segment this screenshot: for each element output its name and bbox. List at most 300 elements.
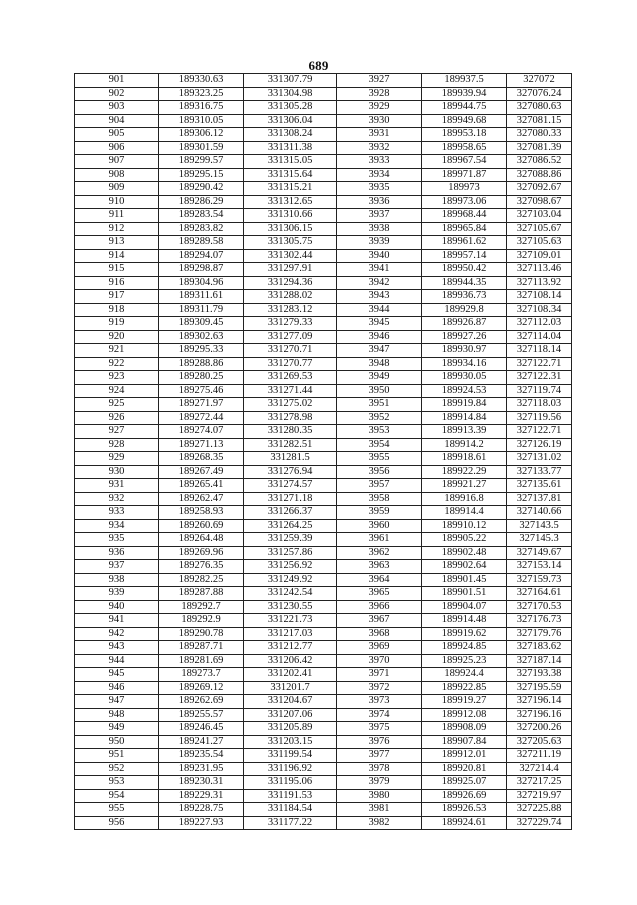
cell-x1: 189310.05: [159, 114, 244, 128]
table-row: [75, 276, 572, 290]
cell-y1: 331282.51: [244, 438, 337, 452]
cell-id1: 924: [75, 384, 159, 398]
table-row: [75, 384, 572, 398]
cell-id1: 903: [75, 101, 159, 115]
cell-id1: 926: [75, 411, 159, 425]
cell-y2: 327112.03: [507, 317, 572, 331]
cell-x2: 189914.48: [422, 614, 507, 628]
cell-y2: 327080.33: [507, 128, 572, 142]
coordinates-table-body: [75, 74, 572, 830]
cell-id2: 3941: [337, 263, 422, 277]
cell-id1: 953: [75, 776, 159, 790]
cell-id1: 932: [75, 492, 159, 506]
table-row: [75, 411, 572, 425]
cell-x1: 189301.59: [159, 141, 244, 155]
cell-y2: 327114.04: [507, 330, 572, 344]
cell-y2: 327153.14: [507, 560, 572, 574]
cell-id2: 3978: [337, 762, 422, 776]
cell-y2: 327149.67: [507, 546, 572, 560]
table-row: [75, 128, 572, 142]
cell-y1: 331306.15: [244, 222, 337, 236]
cell-x1: 189311.61: [159, 290, 244, 304]
table-row: [75, 74, 572, 88]
table-row: [75, 762, 572, 776]
cell-x1: 189268.35: [159, 452, 244, 466]
cell-y2: 327217.25: [507, 776, 572, 790]
cell-x1: 189289.58: [159, 236, 244, 250]
cell-y2: 327159.73: [507, 573, 572, 587]
cell-id2: 3975: [337, 722, 422, 736]
cell-y1: 331281.5: [244, 452, 337, 466]
cell-id1: 946: [75, 681, 159, 695]
cell-y2: 327225.88: [507, 803, 572, 817]
cell-x2: 189924.85: [422, 641, 507, 655]
cell-x1: 189280.25: [159, 371, 244, 385]
cell-y2: 327196.14: [507, 695, 572, 709]
table-row: [75, 236, 572, 250]
cell-y1: 331308.24: [244, 128, 337, 142]
cell-x2: 189925.07: [422, 776, 507, 790]
cell-y2: 327122.71: [507, 425, 572, 439]
table-row: [75, 425, 572, 439]
cell-y2: 327122.31: [507, 371, 572, 385]
cell-y2: 327229.74: [507, 816, 572, 830]
table-row: [75, 560, 572, 574]
cell-y1: 331217.03: [244, 627, 337, 641]
cell-x2: 189905.22: [422, 533, 507, 547]
cell-id2: 3976: [337, 735, 422, 749]
cell-x1: 189292.9: [159, 614, 244, 628]
cell-x1: 189262.47: [159, 492, 244, 506]
cell-x1: 189276.35: [159, 560, 244, 574]
cell-y1: 331205.89: [244, 722, 337, 736]
cell-y1: 331249.92: [244, 573, 337, 587]
cell-x1: 189309.45: [159, 317, 244, 331]
table-row: [75, 816, 572, 830]
cell-y1: 331207.06: [244, 708, 337, 722]
cell-x2: 189901.51: [422, 587, 507, 601]
cell-y1: 331304.98: [244, 87, 337, 101]
cell-x1: 189230.31: [159, 776, 244, 790]
cell-x1: 189298.87: [159, 263, 244, 277]
cell-y1: 331306.04: [244, 114, 337, 128]
cell-id2: 3945: [337, 317, 422, 331]
cell-id2: 3928: [337, 87, 422, 101]
cell-y2: 327088.86: [507, 168, 572, 182]
table-row: [75, 101, 572, 115]
cell-x2: 189968.44: [422, 209, 507, 223]
cell-y2: 327219.97: [507, 789, 572, 803]
cell-x2: 189927.26: [422, 330, 507, 344]
cell-id1: 944: [75, 654, 159, 668]
cell-y1: 331264.25: [244, 519, 337, 533]
cell-x1: 189271.97: [159, 398, 244, 412]
cell-id2: 3960: [337, 519, 422, 533]
cell-id2: 3937: [337, 209, 422, 223]
cell-id1: 927: [75, 425, 159, 439]
cell-y1: 331221.73: [244, 614, 337, 628]
cell-y1: 331203.15: [244, 735, 337, 749]
cell-id1: 940: [75, 600, 159, 614]
cell-y1: 331302.44: [244, 249, 337, 263]
cell-x1: 189269.12: [159, 681, 244, 695]
cell-id1: 902: [75, 87, 159, 101]
cell-y2: 327105.67: [507, 222, 572, 236]
cell-id2: 3966: [337, 600, 422, 614]
cell-y2: 327092.67: [507, 182, 572, 196]
cell-id1: 955: [75, 803, 159, 817]
table-row: [75, 141, 572, 155]
cell-x2: 189907.84: [422, 735, 507, 749]
cell-x2: 189971.87: [422, 168, 507, 182]
cell-x2: 189902.48: [422, 546, 507, 560]
cell-id1: 912: [75, 222, 159, 236]
cell-x1: 189274.07: [159, 425, 244, 439]
cell-id1: 937: [75, 560, 159, 574]
cell-x1: 189269.96: [159, 546, 244, 560]
cell-y1: 331311.38: [244, 141, 337, 155]
cell-y1: 331274.57: [244, 479, 337, 493]
cell-id1: 916: [75, 276, 159, 290]
table-row: [75, 182, 572, 196]
cell-y1: 331242.54: [244, 587, 337, 601]
cell-x2: 189926.53: [422, 803, 507, 817]
cell-id1: 929: [75, 452, 159, 466]
cell-id1: 907: [75, 155, 159, 169]
cell-y2: 327103.04: [507, 209, 572, 223]
cell-y2: 327164.61: [507, 587, 572, 601]
cell-x1: 189292.7: [159, 600, 244, 614]
cell-y2: 327098.67: [507, 195, 572, 209]
cell-y1: 331259.39: [244, 533, 337, 547]
table-row: [75, 708, 572, 722]
table-row: [75, 465, 572, 479]
cell-y2: 327080.63: [507, 101, 572, 115]
cell-x2: 189926.69: [422, 789, 507, 803]
cell-id1: 909: [75, 182, 159, 196]
table-row: [75, 195, 572, 209]
cell-y2: 327145.3: [507, 533, 572, 547]
cell-y1: 331257.86: [244, 546, 337, 560]
cell-id1: 918: [75, 303, 159, 317]
cell-x2: 189901.45: [422, 573, 507, 587]
cell-id2: 3927: [337, 74, 422, 88]
cell-y2: 327140.66: [507, 506, 572, 520]
cell-x1: 189311.79: [159, 303, 244, 317]
cell-id1: 934: [75, 519, 159, 533]
cell-id2: 3957: [337, 479, 422, 493]
cell-x2: 189925.23: [422, 654, 507, 668]
table-row: [75, 681, 572, 695]
cell-y1: 331202.41: [244, 668, 337, 682]
cell-id2: 3982: [337, 816, 422, 830]
cell-id1: 910: [75, 195, 159, 209]
cell-id1: 917: [75, 290, 159, 304]
table-row: [75, 357, 572, 371]
cell-id1: 949: [75, 722, 159, 736]
cell-x2: 189924.4: [422, 668, 507, 682]
table-row: [75, 627, 572, 641]
cell-y1: 331212.77: [244, 641, 337, 655]
cell-x1: 189262.69: [159, 695, 244, 709]
coordinates-table: [74, 73, 572, 830]
cell-x1: 189295.33: [159, 344, 244, 358]
cell-id2: 3974: [337, 708, 422, 722]
cell-x1: 189283.54: [159, 209, 244, 223]
cell-y2: 327113.46: [507, 263, 572, 277]
cell-x1: 189294.07: [159, 249, 244, 263]
table-row: [75, 668, 572, 682]
table-row: [75, 789, 572, 803]
cell-id2: 3953: [337, 425, 422, 439]
table-row: [75, 776, 572, 790]
cell-id2: 3938: [337, 222, 422, 236]
table-row: [75, 222, 572, 236]
cell-id1: 933: [75, 506, 159, 520]
cell-id2: 3942: [337, 276, 422, 290]
table-row: [75, 344, 572, 358]
cell-id1: 939: [75, 587, 159, 601]
cell-y1: 331199.54: [244, 749, 337, 763]
cell-id2: 3933: [337, 155, 422, 169]
table-row: [75, 155, 572, 169]
cell-id1: 923: [75, 371, 159, 385]
cell-y1: 331305.28: [244, 101, 337, 115]
cell-id2: 3961: [337, 533, 422, 547]
cell-id1: 942: [75, 627, 159, 641]
cell-y2: 327113.92: [507, 276, 572, 290]
cell-y2: 327086.52: [507, 155, 572, 169]
cell-x2: 189924.61: [422, 816, 507, 830]
cell-id2: 3979: [337, 776, 422, 790]
cell-x1: 189273.7: [159, 668, 244, 682]
cell-y2: 327205.63: [507, 735, 572, 749]
cell-x1: 189229.31: [159, 789, 244, 803]
cell-id1: 951: [75, 749, 159, 763]
cell-id2: 3970: [337, 654, 422, 668]
cell-id1: 906: [75, 141, 159, 155]
cell-id1: 921: [75, 344, 159, 358]
cell-x2: 189939.94: [422, 87, 507, 101]
cell-id2: 3951: [337, 398, 422, 412]
cell-x1: 189283.82: [159, 222, 244, 236]
cell-x1: 189330.63: [159, 74, 244, 88]
cell-x2: 189914.2: [422, 438, 507, 452]
cell-y2: 327214.4: [507, 762, 572, 776]
cell-id2: 3932: [337, 141, 422, 155]
cell-y2: 327196.16: [507, 708, 572, 722]
cell-x2: 189913.39: [422, 425, 507, 439]
cell-x2: 189926.87: [422, 317, 507, 331]
cell-x2: 189916.8: [422, 492, 507, 506]
cell-id2: 3968: [337, 627, 422, 641]
cell-id2: 3956: [337, 465, 422, 479]
cell-id2: 3973: [337, 695, 422, 709]
cell-x2: 189934.16: [422, 357, 507, 371]
cell-id1: 930: [75, 465, 159, 479]
cell-x2: 189958.65: [422, 141, 507, 155]
cell-id1: 956: [75, 816, 159, 830]
cell-id2: 3931: [337, 128, 422, 142]
cell-x2: 189930.97: [422, 344, 507, 358]
cell-id1: 931: [75, 479, 159, 493]
cell-x1: 189281.69: [159, 654, 244, 668]
cell-x1: 189272.44: [159, 411, 244, 425]
cell-id1: 936: [75, 546, 159, 560]
cell-id2: 3977: [337, 749, 422, 763]
cell-y1: 331195.06: [244, 776, 337, 790]
cell-x2: 189973: [422, 182, 507, 196]
cell-x1: 189304.96: [159, 276, 244, 290]
cell-y1: 331269.53: [244, 371, 337, 385]
cell-y1: 331305.75: [244, 236, 337, 250]
cell-x2: 189973.06: [422, 195, 507, 209]
cell-y1: 331315.21: [244, 182, 337, 196]
cell-id1: 920: [75, 330, 159, 344]
cell-y2: 327076.24: [507, 87, 572, 101]
cell-id2: 3940: [337, 249, 422, 263]
cell-y1: 331278.98: [244, 411, 337, 425]
table-row: [75, 114, 572, 128]
cell-id1: 905: [75, 128, 159, 142]
cell-y2: 327211.19: [507, 749, 572, 763]
table-row: [75, 168, 572, 182]
cell-y1: 331279.33: [244, 317, 337, 331]
cell-x1: 189267.49: [159, 465, 244, 479]
table-row: [75, 533, 572, 547]
cell-y2: 327081.15: [507, 114, 572, 128]
cell-y1: 331312.65: [244, 195, 337, 209]
cell-x1: 189282.25: [159, 573, 244, 587]
cell-y2: 327072: [507, 74, 572, 88]
table-row: [75, 695, 572, 709]
cell-y1: 331280.35: [244, 425, 337, 439]
cell-y1: 331310.66: [244, 209, 337, 223]
cell-x2: 189910.12: [422, 519, 507, 533]
cell-id1: 950: [75, 735, 159, 749]
cell-y1: 331196.92: [244, 762, 337, 776]
cell-id1: 945: [75, 668, 159, 682]
cell-x2: 189908.09: [422, 722, 507, 736]
cell-x1: 189255.57: [159, 708, 244, 722]
cell-y1: 331276.94: [244, 465, 337, 479]
table-row: [75, 290, 572, 304]
cell-y2: 327200.26: [507, 722, 572, 736]
cell-x2: 189912.01: [422, 749, 507, 763]
table-row: [75, 479, 572, 493]
cell-x2: 189949.68: [422, 114, 507, 128]
table-row: [75, 330, 572, 344]
cell-x2: 189920.81: [422, 762, 507, 776]
table-row: [75, 506, 572, 520]
cell-y2: 327081.39: [507, 141, 572, 155]
cell-id2: 3935: [337, 182, 422, 196]
cell-y1: 331294.36: [244, 276, 337, 290]
table-row: [75, 641, 572, 655]
cell-x1: 189265.41: [159, 479, 244, 493]
table-row: [75, 614, 572, 628]
cell-id1: 913: [75, 236, 159, 250]
cell-x1: 189264.48: [159, 533, 244, 547]
cell-x2: 189924.53: [422, 384, 507, 398]
cell-id2: 3950: [337, 384, 422, 398]
cell-x2: 189918.61: [422, 452, 507, 466]
cell-x2: 189914.4: [422, 506, 507, 520]
cell-id2: 3962: [337, 546, 422, 560]
cell-x2: 189922.29: [422, 465, 507, 479]
cell-id2: 3936: [337, 195, 422, 209]
cell-x2: 189919.27: [422, 695, 507, 709]
cell-y1: 331271.18: [244, 492, 337, 506]
cell-y2: 327126.19: [507, 438, 572, 452]
table-row: [75, 398, 572, 412]
cell-id1: 915: [75, 263, 159, 277]
cell-y2: 327143.5: [507, 519, 572, 533]
cell-x2: 189937.5: [422, 74, 507, 88]
cell-id2: 3948: [337, 357, 422, 371]
cell-y1: 331266.37: [244, 506, 337, 520]
cell-x1: 189286.29: [159, 195, 244, 209]
cell-y2: 327176.73: [507, 614, 572, 628]
cell-x1: 189288.86: [159, 357, 244, 371]
table-row: [75, 371, 572, 385]
table-row: [75, 87, 572, 101]
cell-y2: 327193.38: [507, 668, 572, 682]
cell-y2: 327105.63: [507, 236, 572, 250]
cell-id2: 3964: [337, 573, 422, 587]
cell-x1: 189260.69: [159, 519, 244, 533]
cell-id1: 941: [75, 614, 159, 628]
cell-id2: 3949: [337, 371, 422, 385]
cell-id2: 3939: [337, 236, 422, 250]
cell-y1: 331230.55: [244, 600, 337, 614]
cell-x2: 189902.64: [422, 560, 507, 574]
cell-y2: 327122.71: [507, 357, 572, 371]
cell-id2: 3934: [337, 168, 422, 182]
cell-y1: 331283.12: [244, 303, 337, 317]
cell-x2: 189967.54: [422, 155, 507, 169]
cell-y1: 331184.54: [244, 803, 337, 817]
cell-y1: 331270.71: [244, 344, 337, 358]
cell-y1: 331277.09: [244, 330, 337, 344]
cell-x2: 189921.27: [422, 479, 507, 493]
cell-x2: 189957.14: [422, 249, 507, 263]
cell-x2: 189936.73: [422, 290, 507, 304]
cell-x1: 189275.46: [159, 384, 244, 398]
cell-id2: 3971: [337, 668, 422, 682]
cell-id2: 3930: [337, 114, 422, 128]
cell-x2: 189912.08: [422, 708, 507, 722]
cell-x2: 189930.05: [422, 371, 507, 385]
cell-id2: 3969: [337, 641, 422, 655]
cell-id2: 3946: [337, 330, 422, 344]
cell-x1: 189316.75: [159, 101, 244, 115]
cell-id2: 3981: [337, 803, 422, 817]
cell-id2: 3965: [337, 587, 422, 601]
table-row: [75, 209, 572, 223]
cell-y2: 327170.53: [507, 600, 572, 614]
cell-y1: 331275.02: [244, 398, 337, 412]
cell-x1: 189246.45: [159, 722, 244, 736]
cell-y2: 327195.59: [507, 681, 572, 695]
cell-x1: 189235.54: [159, 749, 244, 763]
table-row: [75, 263, 572, 277]
cell-y2: 327118.14: [507, 344, 572, 358]
cell-x2: 189904.07: [422, 600, 507, 614]
cell-y2: 327108.34: [507, 303, 572, 317]
cell-x2: 189914.84: [422, 411, 507, 425]
table-row: [75, 519, 572, 533]
